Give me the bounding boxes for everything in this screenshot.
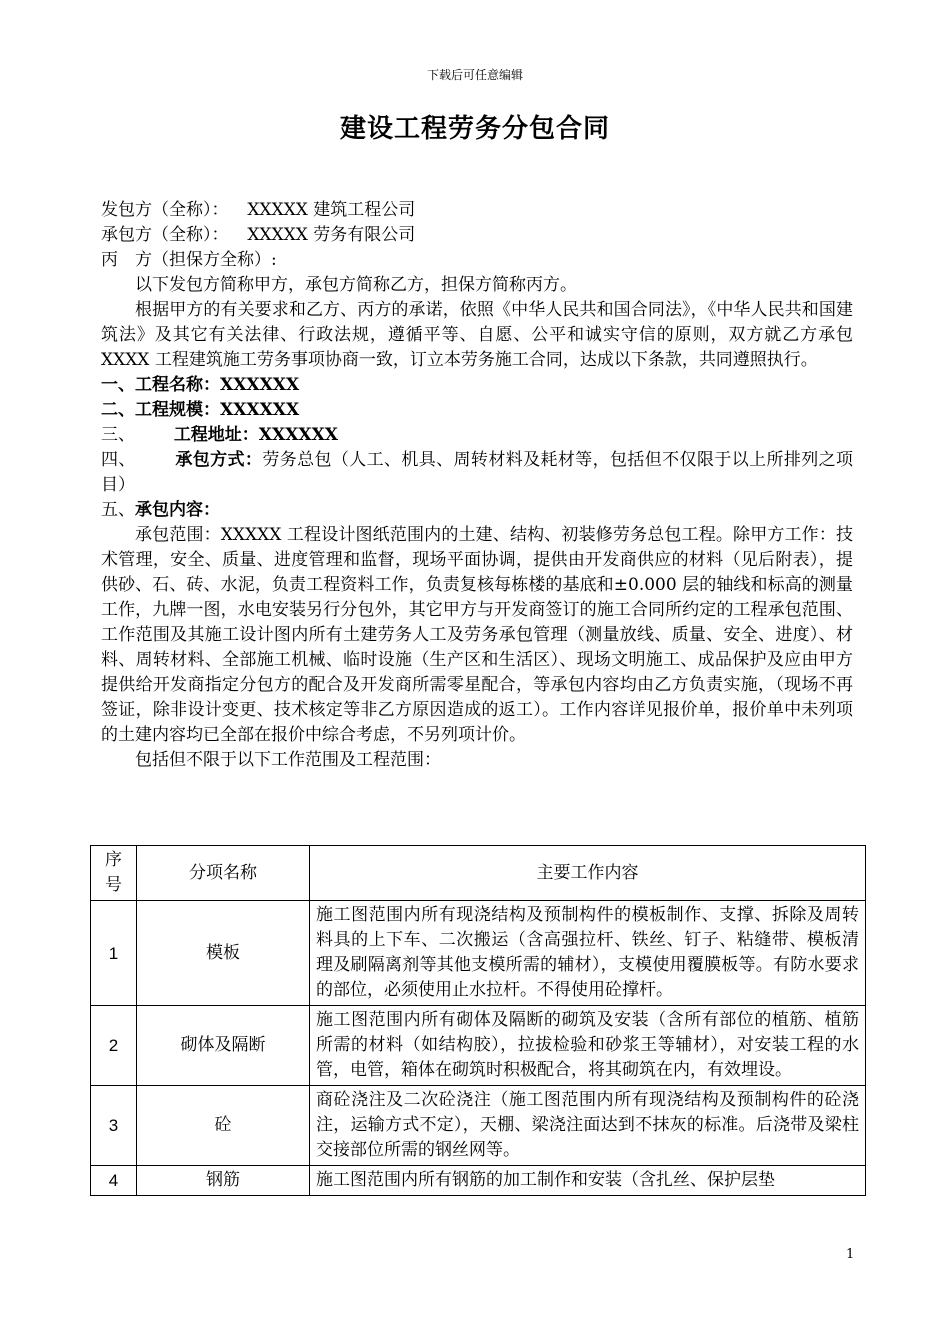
clause-4-text: 劳务总包（人工、机具、周转材料及耗材等，包括但不仅限于以上所排列之项目） [101,450,854,495]
table-row [91,1006,866,1086]
employer-label: 发包方（全称）： [101,200,229,220]
clause-5-label: 承包内容： [135,500,220,520]
header-note: 下载后可任意编辑 [426,68,523,82]
clause-project-address [101,423,853,448]
row-work-content: 施工图范围内所有砌体及隔断的砌筑及安装（含所有部位的植筋、植筋所需的材料（如结构胶），拉拔检验和砂浆王等辅材），对安装工程的水管，电管，箱体在砌筑时积极配合，将其砌筑在内，有效埋设。 [310,1006,866,1086]
table-row [91,1086,866,1166]
row-item-name: 模板 [137,901,310,1006]
clause-project-name: 一、工程名称：XXXXXX [101,375,300,395]
header-work-content: 主要工作内容 [310,846,866,901]
row-number: 1 [91,901,137,1006]
contract-body [101,198,853,773]
clause-contract-content [101,498,853,523]
clause-4-label: 承包方式： [175,450,263,470]
scope-paragraph: 承包范围：XXXXX 工程设计图纸范围内的土建、结构、初装修劳务总包工程。除甲方工作：技术管理，安全、质量、进度管理和监督，现场平面协调，提供由开发商供应的材料（见后附表），提供砂、石、砖、水泥，负责工程资料工作，负责复核每栋楼的基底和±0.000 层的轴线和标高的测量工作，九牌一图，水电安装另行分包外，其它甲方与开发商签订的施工合同所约定的工程承包范围、工作范围及其施工设计图内所有土建劳务人工及劳务承包管理（测量放线、质量、安全、进度）、材料、周转材料、全部施工机械、临时设施（生产区和生活区）、现场文明施工、成品保护及应由甲方提供给开发商指定分包方的配合及开发商所需零星配合，等承包内容均由乙方负责实施，（现场不再签证，除非设计变更、技术核定等非乙方原因造成的返工）。工作内容详见报价单，报价单中未列项的土建内容均已全部在报价中综合考虑，不另列项计价。 [101,525,853,745]
row-work-content: 商砼浇注及二次砼浇注（施工图范围内所有现浇结构及预制构件的砼浇注，运输方式不定），天棚、梁浇注面达到不抹灰的标准。后浇带及梁柱交接部位所需的钢丝网等。 [310,1086,866,1166]
table-row [91,1166,866,1196]
contractor-value: XXXXX 劳务有限公司 [247,225,416,245]
clause-4-number: 四、 [101,450,136,470]
page-number: 1 [846,1247,855,1262]
table-header-row [91,846,866,901]
guarantor-label: 丙 方（担保方全称）: [101,250,277,270]
clause-3-number: 三、 [101,425,135,445]
employer-line [101,198,853,223]
employer-value: XXXXX 建筑工程公司 [247,200,416,220]
row-item-name: 砌体及隔断 [137,1006,310,1086]
row-work-content: 施工图范围内所有现浇结构及预制构件的模板制作、支撑、拆除及周转料具的上下车、二次搬运（含高强拉杆、铁丝、钉子、粘缝带、模板清理及刷隔离剂等其他支模所需的辅材），支模使用覆膜板等。有防水要求的部位，必须使用止水拉杆。不得使用砼撑杆。 [310,901,866,1006]
work-scope-table [90,845,866,1196]
table-row [91,901,866,1006]
clause-5-number: 五、 [101,500,135,520]
preamble-paragraph: 根据甲方的有关要求和乙方、丙方的承诺，依照《中华人民共和国合同法》，《中华人民共和国建筑法》及其它有关法律、行政法规，遵循平等、自愿、公平和诚实守信的原则，双方就乙方承包 XXXX 工程建筑施工劳务事项协商一致，订立本劳务施工合同，达成以下条款，共同遵照执行。 [101,300,853,370]
scope-intro: 包括但不限于以下工作范围及工程范围： [135,750,441,770]
clause-3-text: 工程地址：XXXXXX [173,425,338,445]
row-item-name: 钢筋 [137,1166,310,1196]
header-item-name: 分项名称 [137,846,310,901]
document-title: 建设工程劳务分包合同 [339,114,610,144]
contractor-label: 承包方（全称）： [101,225,229,245]
row-number: 4 [91,1166,137,1196]
clause-project-scale: 二、工程规模：XXXXXX [101,400,300,420]
row-number: 2 [91,1006,137,1086]
intro-paragraph: 以下发包方简称甲方，承包方简称乙方，担保方简称丙方。 [135,275,577,295]
contractor-line [101,223,853,248]
row-work-content: 施工图范围内所有钢筋的加工制作和安装（含扎丝、保护层垫 [310,1166,866,1196]
row-number: 3 [91,1086,137,1166]
row-item-name: 砼 [137,1086,310,1166]
header-number: 序号 [91,846,137,901]
clause-contract-mode [101,448,853,498]
